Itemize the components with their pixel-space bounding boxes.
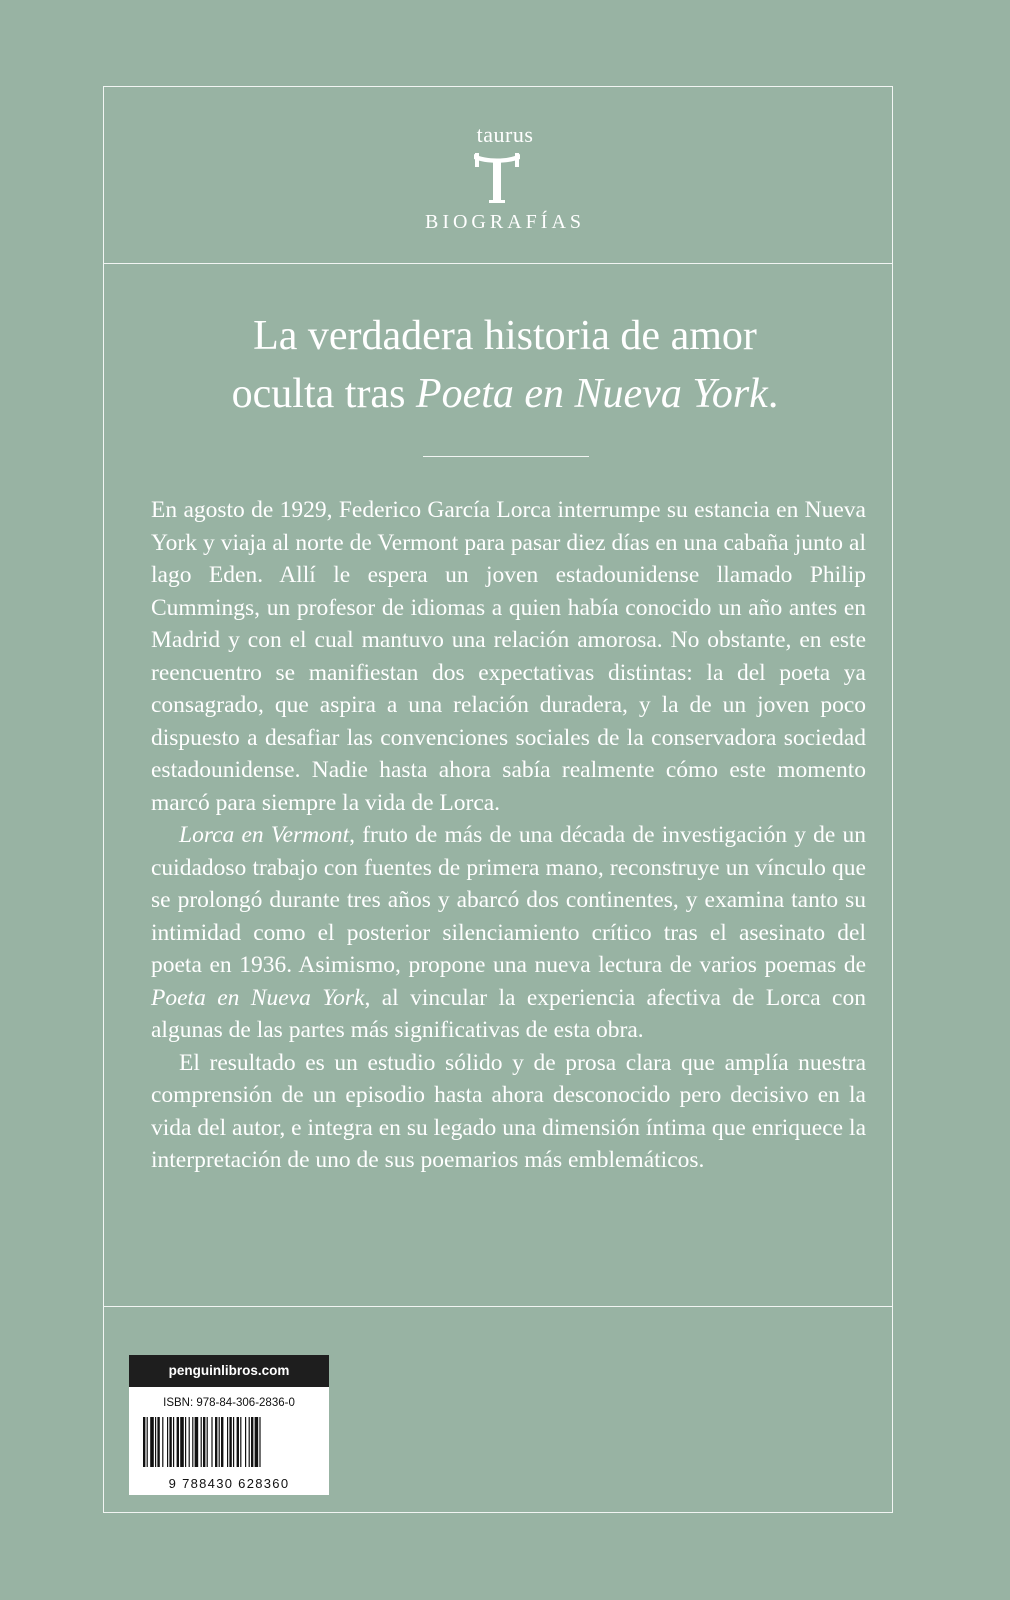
barcode-bars-icon — [135, 1417, 323, 1479]
barcode-label — [129, 1355, 329, 1495]
header-divider — [103, 263, 893, 264]
isbn-text: ISBN: 978-84-306-2836-0 — [163, 1397, 295, 1409]
headline-book-title: Poeta en Nueva York — [415, 371, 768, 417]
headline-line-1: La verdadera historia de amor — [253, 313, 757, 359]
barcode-digits: 9 788430 628360 — [168, 1476, 290, 1491]
synopsis-paragraph-2: Lorca en Vermont, fruto de más de una década de investigación y de un cuidadoso trabajo con fuentes de primera mano, reconstruye un vínculo que se prolongó durante tres años y abarcó dos continentes, y examina tanto su intimidad como el posterior silenciamiento crítico tras el asesinato del poeta en 1936. Asimismo, propone una nueva lectura de varios poemas de Poeta en Nueva York, al vincular la experiencia afectiva de Lorca con algunas de las partes más significativas de esta obra. — [151, 822, 867, 1043]
footer-divider — [103, 1306, 893, 1307]
collection-name: BIOGRAFÍAS — [424, 211, 586, 233]
synopsis — [151, 494, 866, 1177]
publisher-name: taurus — [476, 122, 534, 147]
headline — [150, 307, 860, 423]
headline-underline — [423, 456, 589, 457]
taurus-t-logo-icon — [472, 150, 522, 206]
headline-line-2: oculta tras Poeta en Nueva York. — [231, 371, 779, 417]
synopsis-paragraph-1: En agosto de 1929, Federico García Lorca interrumpe su estancia en Nueva York y viaja al norte de Vermont para pasar diez días en una cabaña junto al lago Eden. Allí le espera un joven estadounidense llamado Philip Cummings, un profesor de idiomas a quien había conocido un año antes en Madrid y con el cual mantuvo una relación amorosa. No obstante, en este reencuentro se manifiestan dos expectativas distintas: la del poeta ya consagrado, que aspira a una relación duradera, y la de un joven poco dispuesto a desafiar las convenciones sociales de la conservadora sociedad estadounidense. Nadie hasta ahora sabía realmente cómo este momento marcó para siempre la vida de Lorca. — [151, 497, 866, 816]
synopsis-paragraph-3: El resultado es un estudio sólido y de prosa clara que amplía nuestra comprensión de un episodio hasta ahora desconocido pero decisivo en la vida del autor, e integra en su legado una dimensión íntima que enriquece la interpretación de uno de sus poemarios más emblemáticos. — [151, 1049, 866, 1173]
publisher-website: penguinlibros.com — [129, 1355, 329, 1387]
